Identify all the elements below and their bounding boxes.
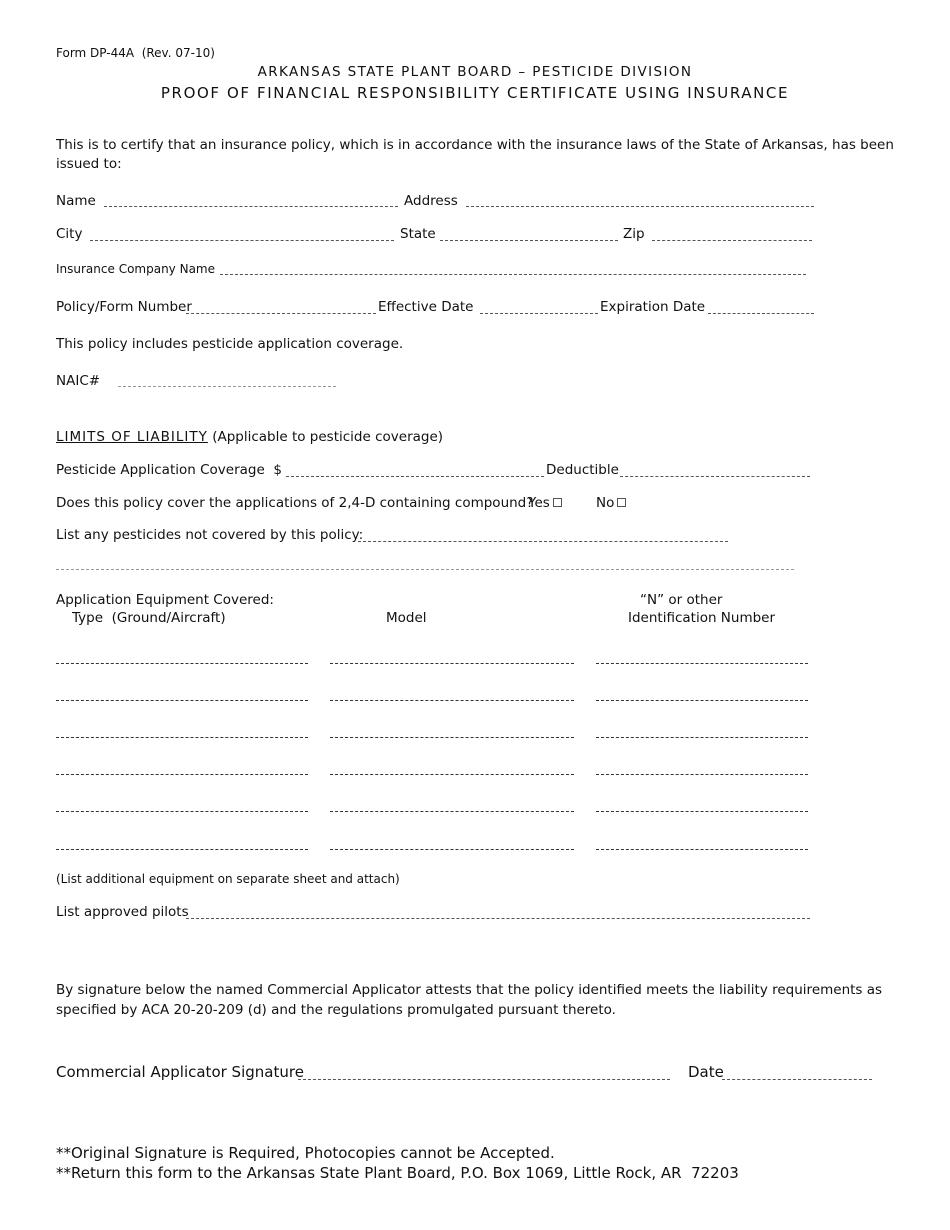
equipment-col-id-line2: Identification Number	[628, 610, 776, 626]
not-covered-label: List any pesticides not covered by this policy:	[56, 527, 364, 543]
equipment-col-model: Model	[386, 610, 427, 626]
liability-heading-row	[56, 429, 443, 445]
yes-checkbox[interactable]	[553, 498, 562, 507]
zip-field[interactable]	[652, 240, 812, 241]
state-field[interactable]	[440, 240, 618, 241]
no-checkbox[interactable]	[617, 498, 626, 507]
two-four-d-question: Does this policy cover the applications of 2,4-D containing compound?	[56, 495, 534, 511]
date-field[interactable]	[722, 1079, 872, 1080]
expiration-date-label: Expiration Date	[600, 299, 706, 315]
equipment-col-id-line1: “N” or other	[640, 592, 723, 608]
state-label: State	[400, 226, 436, 242]
equipment-type-field[interactable]	[56, 774, 308, 775]
address-label: Address	[404, 193, 458, 209]
signature-field[interactable]	[298, 1079, 670, 1080]
name-label: Name	[56, 193, 96, 209]
section-divider	[56, 569, 794, 570]
effective-date-label: Effective Date	[378, 299, 474, 315]
zip-label: Zip	[623, 226, 645, 242]
equipment-model-field[interactable]	[330, 849, 574, 850]
policy-number-label: Policy/Form Number	[56, 299, 192, 315]
coverage-note: This policy includes pesticide application coverage.	[56, 336, 404, 352]
equipment-id-field[interactable]	[596, 737, 808, 738]
intro-line-1: This is to certify that an insurance policy, which is in accordance with the insurance laws of the State of Arkansas, has been	[56, 137, 894, 153]
equipment-id-field[interactable]	[596, 700, 808, 701]
footer-note-1: **Original Signature is Required, Photocopies cannot be Accepted.	[56, 1144, 555, 1162]
equipment-type-field[interactable]	[56, 811, 308, 812]
pilots-label: List approved pilots	[56, 904, 189, 920]
form-id: Form DP-44A (Rev. 07-10)	[56, 46, 215, 60]
attestation-line-1: By signature below the named Commercial Applicator attests that the policy identified meets the liability requirements as	[56, 982, 883, 998]
equipment-id-field[interactable]	[596, 811, 808, 812]
deductible-field[interactable]	[620, 476, 810, 477]
address-field[interactable]	[466, 206, 814, 207]
signature-label: Commercial Applicator Signature	[56, 1063, 304, 1081]
naic-label: NAIC#	[56, 373, 101, 389]
not-covered-field[interactable]	[358, 541, 728, 542]
coverage-amount-label: Pesticide Application Coverage $	[56, 462, 282, 478]
additional-equipment-note: (List additional equipment on separate sheet and attach)	[56, 872, 400, 886]
pilots-field[interactable]	[186, 918, 810, 919]
equipment-type-field[interactable]	[56, 737, 308, 738]
equipment-model-field[interactable]	[330, 700, 574, 701]
equipment-heading: Application Equipment Covered:	[56, 592, 274, 608]
page-title: PROOF OF FINANCIAL RESPONSIBILITY CERTIFICATE USING INSURANCE	[160, 84, 790, 102]
date-label: Date	[688, 1063, 724, 1081]
liability-heading-note: (Applicable to pesticide coverage)	[207, 429, 444, 445]
equipment-type-field[interactable]	[56, 700, 308, 701]
equipment-model-field[interactable]	[330, 811, 574, 812]
liability-heading: LIMITS OF LIABILITY	[56, 429, 208, 445]
policy-number-field[interactable]	[186, 313, 376, 314]
equipment-type-field[interactable]	[56, 849, 308, 850]
yes-label: Yes	[528, 495, 550, 511]
equipment-model-field[interactable]	[330, 737, 574, 738]
equipment-id-field[interactable]	[596, 663, 808, 664]
agency-heading: ARKANSAS STATE PLANT BOARD – PESTICIDE DIVISION	[257, 64, 693, 80]
no-option[interactable]	[596, 495, 626, 511]
effective-date-field[interactable]	[480, 313, 598, 314]
no-label: No	[596, 495, 615, 511]
insurance-company-field[interactable]	[220, 274, 806, 275]
city-field[interactable]	[90, 240, 394, 241]
coverage-amount-field[interactable]	[286, 476, 544, 477]
equipment-model-field[interactable]	[330, 663, 574, 664]
equipment-type-field[interactable]	[56, 663, 308, 664]
naic-field[interactable]	[118, 386, 336, 387]
deductible-label: Deductible	[546, 462, 619, 478]
insurance-company-label: Insurance Company Name	[56, 262, 215, 276]
equipment-col-type: Type (Ground/Aircraft)	[72, 610, 226, 626]
equipment-id-field[interactable]	[596, 774, 808, 775]
attestation-line-2: specified by ACA 20-20-209 (d) and the regulations promulgated pursuant thereto.	[56, 1002, 616, 1018]
city-label: City	[56, 226, 83, 242]
name-field[interactable]	[104, 206, 398, 207]
yes-option[interactable]	[528, 495, 562, 511]
footer-note-2: **Return this form to the Arkansas State Plant Board, P.O. Box 1069, Little Rock, AR 72203	[56, 1164, 739, 1182]
equipment-model-field[interactable]	[330, 774, 574, 775]
intro-line-2: issued to:	[56, 156, 122, 172]
expiration-date-field[interactable]	[708, 313, 814, 314]
equipment-id-field[interactable]	[596, 849, 808, 850]
